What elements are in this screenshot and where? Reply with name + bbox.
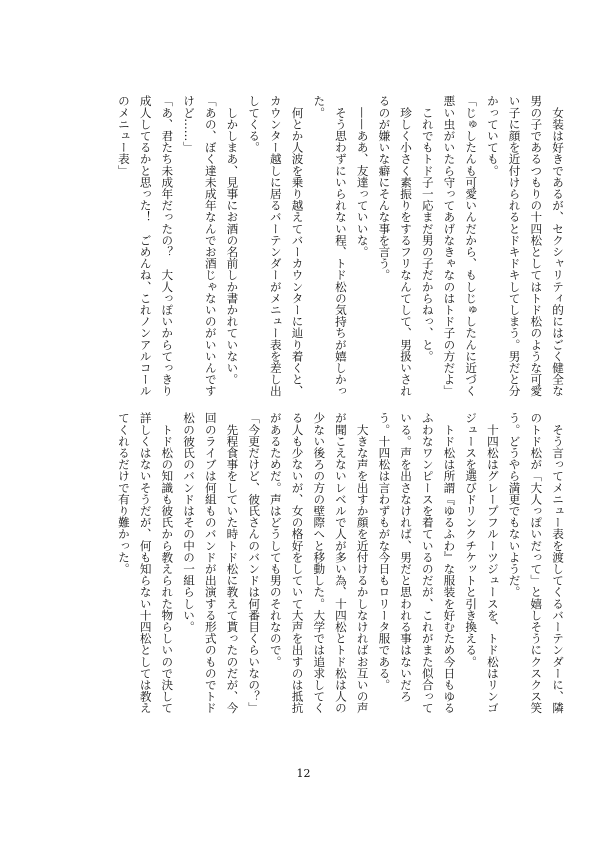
text-line: 回のライブは何組ものバンドが出演する形式のものでトド [203,412,218,714]
text-line: カウンター越しに居るバーテンダーがメニュー表を差し出 [268,95,283,397]
text-line: しかしまあ、見事にお酒の名前しか書かれていない。 [225,95,240,385]
text-line: 女装は好きであるが、セクシャリティ的にはごく健全な [551,95,565,397]
text-line: 何とか人波を乗り越えてバーカウンターに辿り着くと、 [290,95,305,397]
text-line: ——ああ、友達っていいな。 [355,95,370,258]
text-line: のメニュー表」 [116,95,131,177]
text-line: 「じゅしたんも可愛いんだから、もしじゅしたんに近づく [464,95,479,397]
text-line: 少ない後ろの方の壁際へと移動した。大学では追求してく [312,412,327,714]
text-line: る人も少ないが、女の格好をしていて大声を出すのは抵抗 [290,412,305,714]
text-line: う。どうやら満更でもないようだ。 [507,412,522,598]
text-line: トド松の知識も彼氏から教えられた物らしいので決して [160,412,175,714]
text-line: してくる。 [247,95,262,153]
text-line: が聞こえないレベルで人が多い為、十四松とトド松は人の [333,412,348,714]
text-line: てくれるだけで有り難かった。 [116,412,131,575]
text-line: トド松は所謂『ゆるふわ』な服装を好むため今日もゆる [442,412,457,714]
text-line: た。 [312,95,327,119]
text-line: い子に顔を近付けられるとドキドキしてしまう。男だと分 [507,95,522,397]
text-line: るのが嫌いな癖にそんな事を言う。 [377,95,392,281]
text-line: ジュースを選びドリンクチケットと引き換える。 [464,412,479,668]
lower-text-block [92,412,568,717]
text-line: 十四松はグレープフルーツジュースを、トド松はリンゴ [485,412,500,714]
text-line: けど……」 [182,95,197,153]
text-line: う。十四松は言わずもがな今日もロリータ服である。 [377,412,392,691]
text-line: 大きな声を出すか顔を近付けるかしなければお互いの声 [355,412,370,714]
text-line: 「今更だけど、彼氏さんのバンドは何番目くらいなの？」 [247,412,262,714]
text-line: 詳しくはないそうだが、何も知らない十四松としては教え [138,412,153,714]
text-line: 「あの、ぼく達未成年なんでお酒じゃないのがいいんです [203,95,218,397]
text-line: ふわなワンピースを着ているのだが、これがまた似合って [420,412,435,714]
text-line: 松の彼氏のバンドはその中の一組らしい。 [182,412,197,633]
text-line: 先程食事をしていた時トド松に教えて貰ったのだが、今 [225,412,240,714]
text-line: 成人してるかと思った！ ごめんね、これノンアルコール [138,95,153,397]
text-line: のトド松が「大人っぽいだって」と嬉しそうにクスクス笑 [529,412,544,714]
text-line: これでもトド子一応まだ男の子だからねっ、と。 [420,95,435,362]
text-line: いる。声を出さなければ、男だと思われる事はないだろ [399,412,414,702]
text-line: そう思わずにいられない程、トド松の気持ちが嬉しかっ [333,95,348,397]
upper-text-block [92,95,568,400]
text-line: 悪い虫がいたら守ってあげなきゃなのはトド子の方だよ」 [442,95,457,397]
text-line: そう言ってメニュー表を渡してくるバーテンダーに、隣 [551,412,565,714]
page-number: 12 [296,767,311,780]
text-line: 男の子であるつもりの十四松としてはトド松のような可愛 [529,95,544,397]
text-line: 珍しく小さく素振りをするフリなんてして、男扱いされ [399,95,414,397]
text-line: かっていても。 [485,95,500,177]
text-line: があるためだ。声はどうしても男のそれなので。 [268,412,283,668]
text-line: 「あ、君たち未成年だったの？ 大人っぽいからてっきり [160,95,175,397]
